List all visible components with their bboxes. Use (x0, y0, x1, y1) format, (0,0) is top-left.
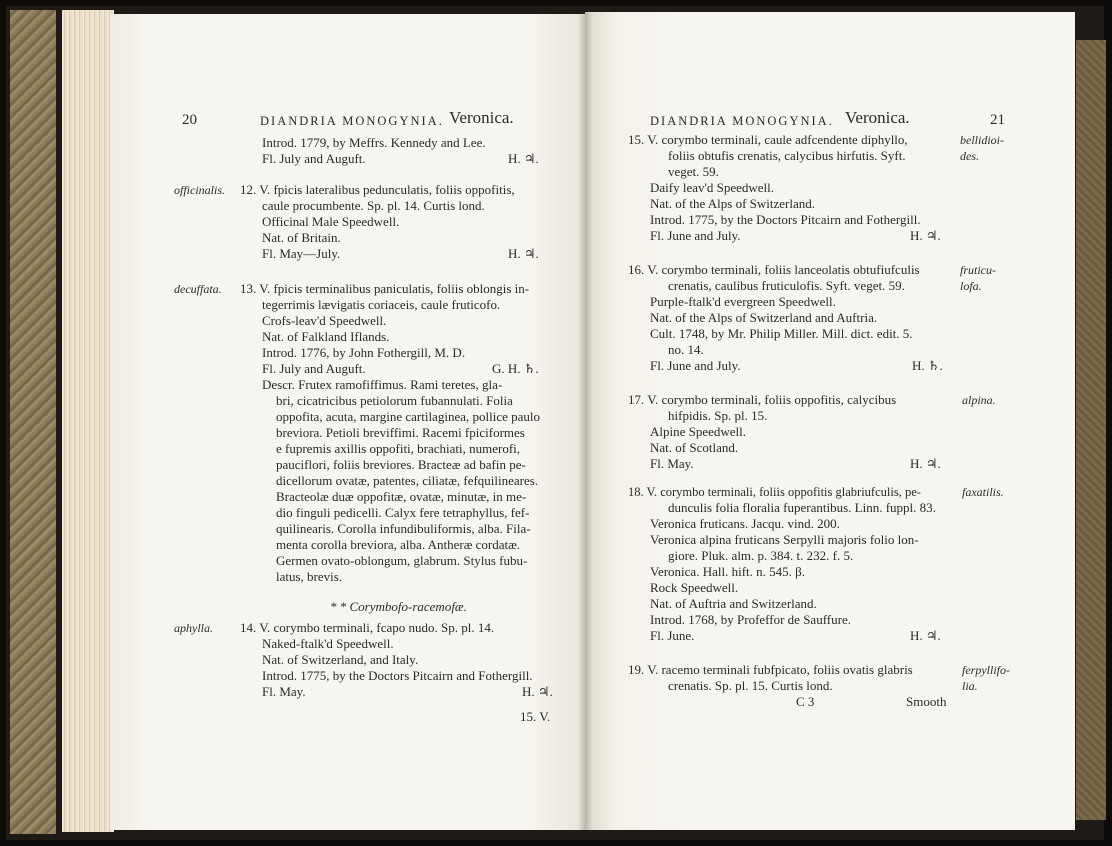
text-line: H. ♃. (522, 684, 553, 699)
text-line: quilinearis. Corolla infundibuliformis, alba. Fila- (276, 521, 531, 536)
signature-mark: C 3 (796, 694, 815, 709)
cover-edge-left (10, 10, 56, 834)
right-header-class: DIANDRIA MONOGYNIA. (650, 114, 834, 128)
text-line: crenatis, caulibus fruticulofis. Syft. veget. 59. (668, 278, 905, 293)
book-gutter (578, 12, 592, 830)
text-line: H. ♃. (910, 628, 941, 643)
text-line: Fl. July and Auguft. (262, 361, 366, 376)
margin-species-name: ferpyllifo- (962, 663, 1010, 677)
text-line: hifpidis. Sp. pl. 15. (668, 408, 768, 423)
text-line: 16. V. corymbo terminali, foliis lanceolatis obtufiufculis (628, 262, 920, 277)
text-line: H. ♃. (508, 151, 539, 166)
text-line: dicellorum ovatæ, patentes, ciliatæ, fefquilineares. (276, 473, 539, 488)
text-line: Fl. May—July. (262, 246, 341, 261)
text-line: Veronica alpina fruticans Serpylli majoris folio lon- (650, 532, 919, 547)
text-line: 17. V. corymbo terminali, foliis oppofitis, calycibus (628, 392, 897, 407)
margin-species-name: faxatilis. (962, 485, 1004, 499)
text-line: bri, cicatricibus petiolorum fubannulati. Folia (276, 393, 513, 408)
margin-species-name: officinalis. (174, 183, 225, 197)
text-line: Cult. 1748, by Mr. Philip Miller. Mill. dict. edit. 5. (650, 326, 913, 341)
text-line: no. 14. (668, 342, 704, 357)
section-heading: * * Corymbofo-racemofæ. (330, 599, 467, 614)
text-line: Officinal Male Speedwell. (262, 214, 400, 229)
text-line: H. ♃. (910, 456, 941, 471)
text-line: crenatis. Sp. pl. 15. Curtis lond. (668, 678, 833, 693)
text-line: Fl. June and July. (650, 358, 741, 373)
text-line: 18. V. corymbo terminali, foliis oppofitis glabriufculis, pe- (628, 485, 921, 499)
text-line: 19. V. racemo terminali fubfpicato, foliis ovatis glabris (628, 662, 913, 677)
text-line: Nat. of Auftria and Switzerland. (650, 596, 817, 611)
left-page-number: 20 (182, 112, 197, 128)
text-line: pauciflori, foliis breviores. Bracteæ ad bafin pe- (276, 457, 526, 472)
margin-species-name: lofa. (960, 279, 982, 293)
text-line: Rock Speedwell. (650, 580, 739, 595)
text-line: H. ♃. (508, 246, 539, 261)
right-header-genus: Veronica. (845, 108, 910, 127)
text-line: Germen ovato-oblongum, glabrum. Stylus fubu- (276, 553, 528, 568)
margin-species-name: decuffata. (174, 282, 222, 296)
text-line: latus, brevis. (276, 569, 343, 584)
text-line: Veronica. Hall. hift. n. 545. β. (650, 564, 805, 579)
margin-species-name: lia. (962, 679, 978, 693)
margin-species-name: alpina. (962, 393, 996, 407)
text-line: tegerrimis lævigatis coriaceis, caule fruticofo. (262, 297, 501, 312)
text-line: menta corolla breviora, alba. Antheræ cordatæ. (276, 537, 521, 552)
text-line: Introd. 1775, by the Doctors Pitcairn and Fothergill. (650, 212, 921, 227)
catchword: Smooth (906, 694, 947, 709)
text-line: Fl. June. (650, 628, 695, 643)
text-line: H. ♄. (912, 358, 943, 373)
text-line: dunculis folia floralia fuperantibus. Linn. fuppl. 83. (668, 500, 936, 515)
text-line: Fl. June and July. (650, 228, 741, 243)
page-fore-edge (62, 10, 114, 832)
text-line: G. H. ♄. (492, 361, 539, 376)
margin-species-name: aphylla. (174, 621, 213, 635)
text-line: Nat. of Britain. (262, 230, 341, 245)
text-line: 14. V. corymbo terminali, fcapo nudo. Sp. pl. 14. (240, 620, 495, 635)
catchword: 15. V. (520, 709, 551, 724)
text-line: Descr. Frutex ramofiffimus. Rami teretes, gla- (262, 377, 503, 392)
text-line: Introd. 1775, by the Doctors Pitcairn and Fothergill. (262, 668, 533, 683)
text-line: 13. V. fpicis terminalibus paniculatis, foliis oblongis in- (240, 281, 530, 296)
text-line: Crofs-leav'd Speedwell. (262, 313, 387, 328)
text-line: Introd. 1776, by John Fothergill, M. D. (262, 345, 466, 360)
text-line: Nat. of Switzerland, and Italy. (262, 652, 419, 667)
text-line: foliis obtufis crenatis, calycibus hirfutis. Syft. (668, 148, 906, 163)
text-line: Naked-ftalk'd Speedwell. (262, 636, 394, 651)
text-line: Veronica fruticans. Jacqu. vind. 200. (650, 516, 840, 531)
text-line: Bracteolæ duæ oppofitæ, ovatæ, minutæ, in me- (276, 489, 527, 504)
text-line: 12. V. fpicis lateralibus pedunculatis, foliis oppofitis, (240, 182, 515, 197)
right-page-number: 21 (990, 112, 1005, 128)
margin-species-name: des. (960, 149, 979, 163)
text-line: caule procumbente. Sp. pl. 14. Curtis lond. (262, 198, 485, 213)
text-line: giore. Pluk. alm. p. 384. t. 232. f. 5. (668, 548, 854, 563)
cover-edge-right (1076, 40, 1106, 820)
text-line: Introd. 1779, by Meffrs. Kennedy and Lee. (262, 135, 486, 150)
text-line: veget. 59. (668, 164, 719, 179)
margin-species-name: fruticu- (960, 263, 996, 277)
margin-species-name: bellidioi- (960, 133, 1004, 147)
text-line: Fl. July and Auguft. (262, 151, 366, 166)
text-line: Alpine Speedwell. (650, 424, 747, 439)
text-line: H. ♃. (910, 228, 941, 243)
text-line: Fl. May. (650, 456, 694, 471)
text-line: Fl. May. (262, 684, 306, 699)
left-header-genus: Veronica. (449, 108, 514, 127)
text-line: Nat. of the Alps of Switzerland. (650, 196, 815, 211)
left-header-class: DIANDRIA MONOGYNIA. (260, 114, 444, 128)
text-line: e fupremis axillis oppofiti, brachiati, numerofi, (276, 441, 521, 456)
text-line: Nat. of the Alps of Switzerland and Auftria. (650, 310, 878, 325)
text-line: Introd. 1768, by Profeffor de Sauffure. (650, 612, 851, 627)
text-line: Nat. of Scotland. (650, 440, 739, 455)
text-line: Purple-ftalk'd evergreen Speedwell. (650, 294, 836, 309)
text-line: dio finguli pedicelli. Calyx fere tetraphyllus, fef- (276, 505, 530, 520)
text-line: oppofita, acuta, margine cartilaginea, pollice paulo (276, 409, 540, 424)
text-line: breviora. Petioli breviffimi. Racemi fpiciformes (276, 425, 525, 440)
text-line: Nat. of Falkland Iflands. (262, 329, 390, 344)
text-line: Daify leav'd Speedwell. (650, 180, 774, 195)
text-line: 15. V. corymbo terminali, caule adfcendente diphyllo, (628, 132, 908, 147)
